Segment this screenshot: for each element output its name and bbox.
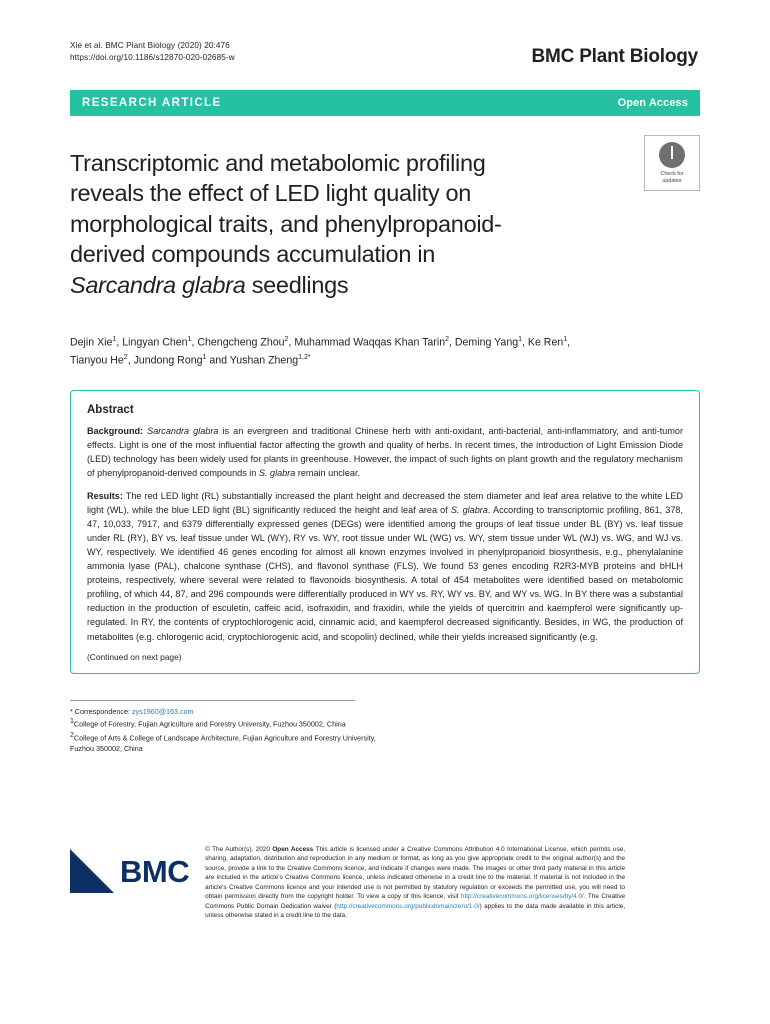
license-text-1: This article is licensed under a Creative Commons Attribution 4.0 International License, which permits use, sharing, adaptation, distribution and reproduction in any medium or format, as long as you give appropriate credit to the original author(s) and the source, provide a link to the Creative Commons licence, and indicate if changes were made. The images or other third party material in this article are included in the article's Creative Commons licence, unless indicated otherwise in a credit line to the material. If material is not included in the article's Creative Commons licence and your intended use is not permitted by statutory regulation or exceeds the permitted use, you will need to obtain permission directly from the copyright holder. To view a copy of this licence, visit	[205, 846, 626, 901]
journal-title: BMC Plant Biology	[531, 46, 698, 67]
author-list	[70, 334, 670, 370]
author-line-2: Tianyou He$^2$, Jundong Rong$^1$ and Yushan Zheng$^{1,2*}$	[70, 354, 311, 367]
abstract-heading: Abstract	[87, 404, 134, 417]
bmc-mark-icon	[70, 849, 114, 893]
abstract-box	[70, 390, 700, 673]
open-access-label: Open Access	[617, 97, 688, 109]
footnote-divider	[70, 700, 355, 701]
license-copyright: © The Author(s). 2020	[205, 846, 273, 853]
abstract-results-text: The red LED light (RL) substantially increased the plant height and decreased the stem diameter and leaf area relative to the white LED light (WL), while the blue LED light (BL) significantly reduced the height and leaf area of S. glabra. According to transcriptomic profiling, 861, 378, 47, 10,033, 7917, and 6379 differentially expressed genes (DEGs) were identified among the groups of leaf tissue under BL (BY) vs. leaf tissue under RL (RY), BY vs. leaf tissue under WL (WY), RY vs. WY, root tissue under WL (WG) vs. WY, stem tissue under WL (WJ) vs. WG, and WJ vs. WY, respectively. We identified 46 genes encoding for almost all known enzymes involved in phenylpropanoid biosynthesis, e.g., phenylalanine ammonia lyase (PAL), chalcone synthase (CHS), and flavonol synthase (FLS). We found 53 genes encoding R2R3-MYB proteins and bHLH proteins, respectively, where several were related to flavonoids biosynthesis. A total of 454 metabolites were identified based on metabolomic profiling, of which 44, 87, and 296 compounds were differentially produced in WY vs. RY, WY vs. BY, and WY vs. WG. In BY there was a substantial reduction in the production of esculetin, caffeic acid, isofraxidin, and fraxidin, while the yields of quercitrin and kaempferol were significantly up-regulated. In RY, the contents of cryptochlorogenic acid, cinnamic acid, and kaempferol decreased significantly. Besides, in WG, the production of metabolites (e.g. chlorogenic acid, cryptochlorogenic acid, and scopolin) declined, while their yields increased significantly (e.g.	[87, 490, 683, 642]
title-line-4: derived compounds accumulation in	[70, 241, 436, 268]
article-type-bar	[70, 90, 700, 116]
abstract-results	[87, 489, 683, 644]
crossmark-badge[interactable]	[644, 135, 700, 191]
citation-line-2: https://doi.org/10.1186/s12870-020-02685-w	[70, 52, 235, 62]
footnotes-block	[70, 707, 380, 755]
affiliation-1: $^1$College of Forestry, Fujian Agriculture and Forestry University, Fuzhou 350002, China	[70, 718, 346, 729]
bmc-logo	[70, 849, 189, 893]
crossmark-label-1: Check for	[660, 171, 684, 178]
title-species-name: Sarcandra glabra	[70, 271, 246, 298]
page-header	[70, 0, 700, 68]
citation-block	[70, 40, 235, 64]
author-line-1: Dejin Xie$^1$, Lingyan Chen$^1$, Chengcheng Zhou$^2$, Muhammad Waqqas Khan Tarin$^2$, Deming Yang$^1$, Ke Ren$^1$,	[70, 336, 571, 349]
abstract-background	[87, 424, 683, 480]
abstract-background-text: Sarcandra glabra is an evergreen and traditional Chinese herb with anti-oxidant, anti-bacterial, anti-inflammatory, and anti-tumor effects. Light is one of the most influential factor affecting the growth and quality of herbs. In recent times, the introduction of Light Emission Diode (LED) technology has been widely used for plants in greenhouse. However, the impact of such lights on plant growth and the regulatory mechanism of phenylpropanoid-derived compounds in S. glabra remain unclear.	[87, 426, 683, 479]
bmc-logo-text: BMC	[120, 853, 190, 889]
title-line-1: Transcriptomic and metabolomic profiling	[70, 149, 486, 176]
article-type-label: RESEARCH ARTICLE	[82, 97, 222, 109]
title-line-5-rest: seedlings	[245, 271, 349, 298]
title-line-2: reveals the effect of LED light quality on	[70, 180, 472, 207]
license-link-2[interactable]: http://creativecommons.org/publicdomain/zero/1.0/	[336, 902, 480, 910]
abstract-results-label: Results:	[87, 490, 123, 501]
citation-line-1: Xie et al. BMC Plant Biology (2020) 20:476	[70, 41, 230, 50]
license-text	[205, 845, 625, 921]
license-text-3: ) applies to the data made available in this article, unless otherwise stated in a credit line to the data.	[205, 902, 626, 920]
correspondence-email[interactable]: zys1960@163.com	[131, 706, 194, 716]
correspondence-line	[70, 707, 380, 718]
affiliation-2: $^2$College of Arts & College of Landscape Architecture, Fujian Agriculture and Forestry University, Fuzhou 350002, China	[70, 731, 376, 753]
license-open-access-label: Open Access	[272, 846, 314, 853]
crossmark-icon	[659, 142, 685, 168]
license-text-2: . The Creative Commons Public Domain Dedication waiver (	[205, 893, 626, 910]
title-row	[70, 132, 700, 316]
abstract-background-label: Background:	[87, 426, 144, 437]
correspondence-label: * Correspondence:	[70, 706, 130, 716]
license-link-1[interactable]: http://creativecommons.org/licenses/by/4.0/	[460, 893, 584, 901]
crossmark-label-2: updates	[662, 177, 682, 184]
continued-note: (Continued on next page)	[87, 651, 182, 662]
title-line-3: morphological traits, and phenylpropanoid-	[70, 210, 502, 237]
page-title	[70, 148, 502, 301]
footer-block	[70, 845, 710, 921]
